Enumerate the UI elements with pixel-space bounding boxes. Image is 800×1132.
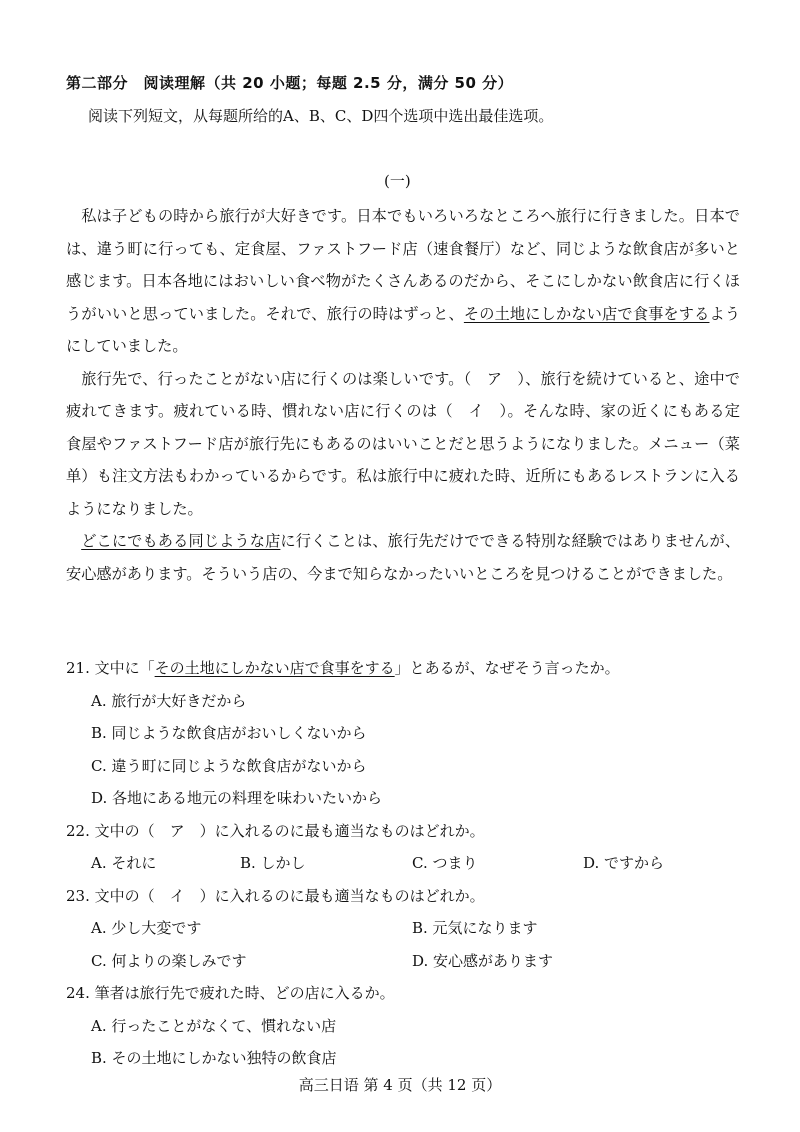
- q23-option-a: A. 少し大変です: [91, 919, 202, 937]
- underlined-phrase-1: その土地にしかない店で食事をする: [463, 304, 710, 323]
- instructions: 阅读下列短文，从每题所给的A、B、C、D四个选项中选出最佳选项。: [88, 107, 554, 125]
- q23-options-row-1: [66, 912, 746, 945]
- question-21-suffix: 」とあるが、なぜそう言ったか。: [394, 659, 620, 677]
- question-24: 24. 筆者は旅行先で疲れた時、どの店に入るか。: [66, 984, 395, 1002]
- q24-option-a: A. 行ったことがなくて、慣れない店: [91, 1016, 337, 1035]
- q21-option-b: B. 同じような飲食店がおいしくないから: [91, 724, 367, 742]
- page-footer: 高三日语 第 4 页（共 12 页）: [298, 1076, 502, 1094]
- q23-option-b: B. 元気になります: [412, 919, 538, 937]
- q21-option-c: C. 違う町に同じような飲食店がないから: [91, 756, 367, 775]
- question-21-quote: その土地にしかない店で食事をする: [154, 659, 395, 677]
- q23-options-row-2: [66, 945, 746, 978]
- paragraph-3-text: に行くことは、旅行先だけでできる特別な経験ではありませんが、安心感があります。そういう店の、今まで知らなかったいいところを見つけることができました。: [66, 532, 741, 583]
- q22-options: [66, 847, 746, 880]
- paragraph-1-text: 私は子どもの時から旅行が大好きです。日本でもいろいろなところへ旅行に行きました。日本では、違う町に行っても、定食屋、ファストフード店（速食餐厅）など、同じような飲食店が多いと感じます。日本各地にはおいしい食べ物がたくさんあるのだから、そこにしかない飲食店に行くほうがいいと思っていました。それで、旅行の時はずっと、: [66, 207, 740, 323]
- section-title: 第二部分 阅读理解（共 20 小题；每题 2.5 分，满分 50 分）: [66, 74, 514, 92]
- question-21: [66, 652, 746, 685]
- question-21-prefix: 21. 文中に「: [66, 659, 155, 677]
- paragraph-3: [66, 525, 740, 590]
- paragraph-2: 旅行先で、行ったことがない店に行くのは楽しいです。（ ア ）、旅行を続けていると、途中で疲れてきます。疲れている時、慣れない店に行くのは（ イ ）。そんな時、家の近くにもある定食屋やファストフード店が旅行先にもあるのはいいことだと思うようになりました。メニュー（菜单）も注文方法もわかっているからです。私は旅行中に疲れた時、近所にもあるレストランに入るようになりました。: [66, 369, 740, 518]
- q24-option-b: B. その土地にしかない独特の飲食店: [91, 1049, 337, 1067]
- q22-option-a: A. それに: [91, 854, 157, 872]
- paragraph-1-end: ようにしていました。: [66, 304, 741, 355]
- q23-option-c: C. 何よりの楽しみです: [91, 951, 247, 970]
- questions: [66, 652, 746, 1075]
- q21-option-a: A. 旅行が大好きだから: [91, 691, 247, 710]
- question-23: 23. 文中の（ イ ）に入れるのに最も適当なものはどれか。: [66, 886, 485, 905]
- q22-option-b: B. しかし: [240, 854, 306, 872]
- passage-number: (一): [384, 172, 411, 190]
- q22-option-d: D. ですから: [583, 854, 665, 872]
- question-22: 22. 文中の（ ア ）に入れるのに最も適当なものはどれか。: [66, 821, 485, 840]
- underlined-phrase-2: どこにでもある同じような店: [81, 532, 281, 550]
- paragraph-1: [66, 200, 740, 363]
- reading-passage: [66, 200, 740, 590]
- q22-option-c: C. つまり: [412, 854, 478, 872]
- q21-option-d: D. 各地にある地元の料理を味わいたいから: [91, 789, 383, 807]
- q23-option-d: D. 安心感があります: [412, 951, 554, 970]
